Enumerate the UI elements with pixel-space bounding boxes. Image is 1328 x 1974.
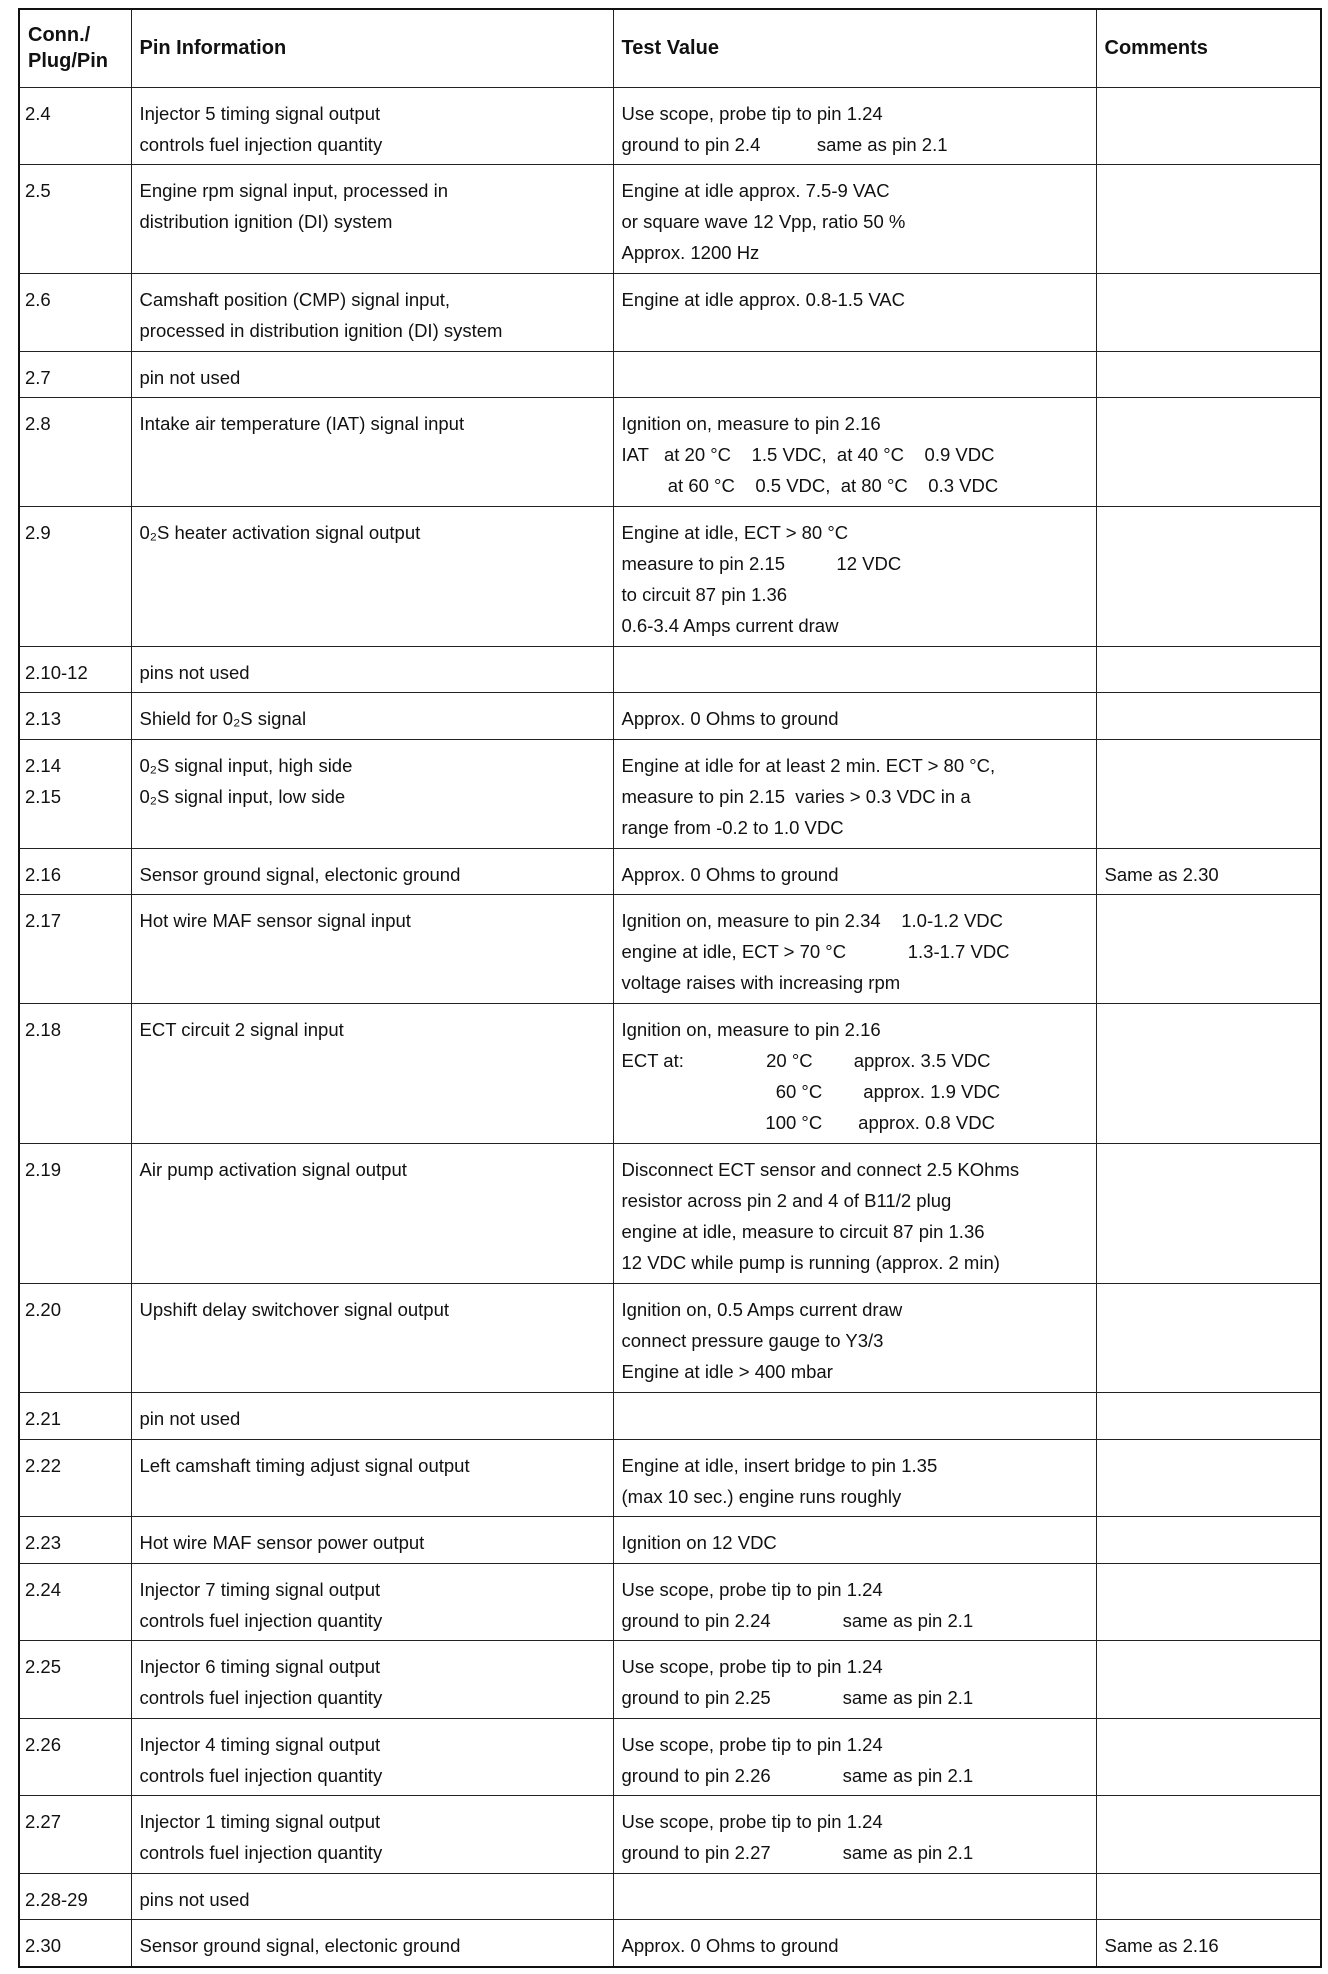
test-value-cell (613, 398, 1096, 507)
pin-line: 2.16 (25, 863, 62, 885)
test-value-line: engine at idle, measure to circuit 87 pin 1.36 (621, 1221, 985, 1243)
table-row (19, 1563, 1321, 1641)
pin-line: 2.28-29 (25, 1889, 88, 1910)
test-value-line: Approx. 0 Ohms to ground (621, 1935, 839, 1957)
pin-info-line: Injector 5 timing signal output (139, 102, 381, 124)
pin-cell (19, 1003, 131, 1143)
pin-line: 2.14 (25, 754, 62, 776)
pin-cell (19, 506, 131, 646)
comments-cell (1096, 351, 1321, 397)
table-row (19, 1796, 1321, 1874)
pin-info-line: Hot wire MAF sensor power output (139, 1532, 425, 1554)
table-row (19, 1393, 1321, 1439)
table-row (19, 693, 1321, 739)
test-value-line: Engine at idle, insert bridge to pin 1.35 (621, 1454, 938, 1476)
test-value-cell (613, 87, 1096, 165)
test-value-line: 12 VDC while pump is running (approx. 2 min) (621, 1252, 1000, 1274)
pin-cell (19, 165, 131, 274)
test-value-cell (613, 895, 1096, 1004)
pin-info-cell (131, 506, 613, 646)
test-value-line: Engine at idle > 400 mbar (621, 1361, 833, 1383)
pin-info-line: Injector 4 timing signal output (139, 1733, 381, 1755)
pin-info-cell (131, 351, 613, 397)
comments-cell: Same as 2.30 (1096, 848, 1321, 894)
test-value-line: Use scope, probe tip to pin 1.24 (621, 1733, 883, 1755)
test-value-line: 0.6-3.4 Amps current draw (621, 614, 839, 636)
table-row (19, 848, 1321, 894)
comments-cell (1096, 1284, 1321, 1393)
test-value-cell (613, 1144, 1096, 1284)
pin-line: 2.4 (25, 102, 51, 124)
pin-info-line: Hot wire MAF sensor signal input (139, 910, 411, 932)
pin-cell (19, 1393, 131, 1439)
table-row (19, 1003, 1321, 1143)
test-value-cell (613, 1796, 1096, 1874)
test-value-line: Ignition on, measure to pin 2.16 (621, 1018, 881, 1040)
pin-info-line: Shield for 0₂S signal (139, 708, 307, 730)
pin-cell (19, 351, 131, 397)
pin-line: 2.15 (25, 785, 62, 807)
pin-info-line: controls fuel injection quantity (139, 1609, 383, 1631)
pin-info-cell (131, 848, 613, 894)
comments-cell (1096, 1874, 1321, 1920)
pin-info-line: Injector 1 timing signal output (139, 1811, 381, 1833)
pin-info-cell (131, 165, 613, 274)
header-pin-information: Pin Information (131, 9, 613, 87)
table-row (19, 1641, 1321, 1719)
pin-info-cell (131, 1641, 613, 1719)
table-row (19, 1439, 1321, 1517)
comments-cell (1096, 1003, 1321, 1143)
header-row (19, 9, 1321, 87)
pin-cell (19, 647, 131, 693)
comments-cell (1096, 398, 1321, 507)
test-value-line: measure to pin 2.15 12 VDC (621, 552, 902, 574)
test-value-line: ground to pin 2.4 same as pin 2.1 (621, 133, 948, 155)
table-row (19, 506, 1321, 646)
pin-info-line: Upshift delay switchover signal output (139, 1299, 450, 1321)
test-value-cell (613, 693, 1096, 739)
test-value-line: connect pressure gauge to Y3/3 (621, 1330, 884, 1352)
pin-info-cell (131, 647, 613, 693)
comments-cell (1096, 895, 1321, 1004)
pin-line: 2.20 (25, 1299, 62, 1321)
test-value-line: resistor across pin 2 and 4 of B11/2 plug (621, 1190, 952, 1212)
comments-cell (1096, 1393, 1321, 1439)
pin-line: 2.24 (25, 1578, 62, 1600)
pin-info-line: 0₂S signal input, high side (139, 754, 353, 776)
pin-info-line: pin not used (139, 366, 241, 388)
test-value-line: ECT at: 20 °C approx. 3.5 VDC (621, 1049, 991, 1071)
pin-line: 2.18 (25, 1018, 62, 1040)
pin-test-table (18, 8, 1322, 1968)
test-value-line: 60 °C approx. 1.9 VDC (621, 1080, 1001, 1102)
pin-cell (19, 1439, 131, 1517)
comments-cell: Same as 2.16 (1096, 1920, 1321, 1967)
test-value-line: engine at idle, ECT > 70 °C 1.3-1.7 VDC (621, 941, 1010, 963)
header-test-value: Test Value (613, 9, 1096, 87)
test-value-line: ground to pin 2.24 same as pin 2.1 (621, 1609, 974, 1631)
pin-info-line: controls fuel injection quantity (139, 1842, 383, 1864)
test-value-cell (613, 647, 1096, 693)
test-value-cell (613, 739, 1096, 848)
pin-info-line: controls fuel injection quantity (139, 133, 383, 155)
pin-line: 2.7 (25, 366, 51, 388)
comments-cell (1096, 1517, 1321, 1563)
table-row (19, 1517, 1321, 1563)
test-value-line: Approx. 0 Ohms to ground (621, 708, 839, 730)
comments-cell (1096, 274, 1321, 352)
test-value-cell (613, 1393, 1096, 1439)
test-value-line: voltage raises with increasing rpm (621, 972, 901, 994)
pin-line: 2.23 (25, 1532, 62, 1554)
pin-cell (19, 1920, 131, 1967)
pin-info-cell (131, 1920, 613, 1967)
table-row (19, 1874, 1321, 1920)
pin-info-line: Injector 7 timing signal output (139, 1578, 381, 1600)
pin-cell (19, 848, 131, 894)
table-row (19, 1144, 1321, 1284)
test-value-line: Use scope, probe tip to pin 1.24 (621, 1656, 883, 1678)
pin-line: 2.27 (25, 1811, 62, 1833)
pin-cell (19, 895, 131, 1004)
test-value-cell (613, 165, 1096, 274)
pin-cell (19, 1874, 131, 1920)
pin-cell (19, 1517, 131, 1563)
test-value-line: IAT at 20 °C 1.5 VDC, at 40 °C 0.9 VDC (621, 444, 995, 466)
test-value-line: or square wave 12 Vpp, ratio 50 % (621, 211, 906, 233)
comments-cell (1096, 647, 1321, 693)
pin-cell (19, 87, 131, 165)
comments-cell (1096, 1563, 1321, 1641)
comments-cell (1096, 1144, 1321, 1284)
pin-info-cell (131, 87, 613, 165)
test-value-cell (613, 1920, 1096, 1967)
pin-info-cell (131, 1144, 613, 1284)
pin-info-cell (131, 1796, 613, 1874)
pin-cell (19, 739, 131, 848)
test-value-line: ground to pin 2.26 same as pin 2.1 (621, 1764, 974, 1786)
pin-info-cell (131, 1284, 613, 1393)
test-value-cell (613, 351, 1096, 397)
test-value-cell (613, 1641, 1096, 1719)
pin-info-cell (131, 1517, 613, 1563)
test-value-line: Engine at idle, ECT > 80 °C (621, 521, 849, 543)
table-body (19, 87, 1321, 1967)
pin-info-line: pins not used (139, 1889, 250, 1910)
pin-info-cell (131, 739, 613, 848)
table-row (19, 739, 1321, 848)
pin-cell (19, 1144, 131, 1284)
table-row (19, 351, 1321, 397)
test-value-line: (max 10 sec.) engine runs roughly (621, 1485, 902, 1507)
pin-info-cell (131, 274, 613, 352)
test-value-line: Use scope, probe tip to pin 1.24 (621, 1811, 883, 1833)
pin-cell (19, 1284, 131, 1393)
pin-info-line: pins not used (139, 662, 250, 684)
comments-cell (1096, 693, 1321, 739)
pin-info-line: controls fuel injection quantity (139, 1687, 383, 1709)
test-value-line: Ignition on, measure to pin 2.34 1.0-1.2 VDC (621, 910, 1004, 932)
test-value-line: measure to pin 2.15 varies > 0.3 VDC in a (621, 785, 971, 807)
pin-info-cell (131, 1003, 613, 1143)
pin-line: 2.8 (25, 413, 51, 435)
pin-cell (19, 1641, 131, 1719)
test-value-cell (613, 1439, 1096, 1517)
table-row (19, 1920, 1321, 1967)
comments-cell (1096, 506, 1321, 646)
test-value-cell (613, 274, 1096, 352)
pin-info-line: 0₂S signal input, low side (139, 785, 346, 807)
pin-info-cell (131, 1439, 613, 1517)
pin-info-cell (131, 1874, 613, 1920)
pin-line: 2.13 (25, 708, 62, 730)
pin-test-document (18, 8, 1320, 1968)
test-value-cell (613, 1003, 1096, 1143)
test-value-cell (613, 1874, 1096, 1920)
table-row (19, 1284, 1321, 1393)
pin-info-cell (131, 398, 613, 507)
test-value-line: Ignition on 12 VDC (621, 1532, 777, 1554)
test-value-line: Use scope, probe tip to pin 1.24 (621, 1578, 883, 1600)
pin-cell (19, 274, 131, 352)
test-value-line: to circuit 87 pin 1.36 (621, 583, 788, 605)
pin-info-line: Air pump activation signal output (139, 1159, 407, 1181)
table-row (19, 1718, 1321, 1796)
pin-line: 2.19 (25, 1159, 62, 1181)
test-value-line: Engine at idle approx. 7.5-9 VAC (621, 180, 890, 202)
pin-info-cell (131, 1718, 613, 1796)
test-value-line: ground to pin 2.27 same as pin 2.1 (621, 1842, 974, 1864)
comments-cell (1096, 1718, 1321, 1796)
test-value-cell (613, 1517, 1096, 1563)
table-row (19, 398, 1321, 507)
pin-info-line: Engine rpm signal input, processed in (139, 180, 449, 202)
test-value-line: Approx. 0 Ohms to ground (621, 863, 839, 885)
comments-cell (1096, 87, 1321, 165)
test-value-line: Ignition on, measure to pin 2.16 (621, 413, 881, 435)
pin-info-cell (131, 895, 613, 1004)
pin-cell (19, 693, 131, 739)
table-row (19, 87, 1321, 165)
test-value-cell (613, 848, 1096, 894)
test-value-line: 100 °C approx. 0.8 VDC (621, 1111, 995, 1133)
test-value-line: Disconnect ECT sensor and connect 2.5 KOhms (621, 1159, 1020, 1181)
pin-info-line: processed in distribution ignition (DI) system (139, 320, 503, 342)
table-row (19, 274, 1321, 352)
header-comments: Comments (1096, 9, 1321, 87)
test-value-line: ground to pin 2.25 same as pin 2.1 (621, 1687, 974, 1709)
pin-line: 2.25 (25, 1656, 62, 1678)
test-value-line: range from -0.2 to 1.0 VDC (621, 816, 844, 838)
header-conn-line2: Plug/Pin (28, 50, 108, 73)
pin-info-cell (131, 1393, 613, 1439)
pin-info-line: distribution ignition (DI) system (139, 211, 393, 233)
test-value-line: Ignition on, 0.5 Amps current draw (621, 1299, 903, 1321)
comments-cell (1096, 739, 1321, 848)
test-value-line: at 60 °C 0.5 VDC, at 80 °C 0.3 VDC (621, 475, 999, 497)
pin-line: 2.26 (25, 1733, 62, 1755)
pin-info-line: Intake air temperature (IAT) signal input (139, 413, 465, 435)
pin-line: 2.5 (25, 180, 51, 202)
test-value-cell (613, 1284, 1096, 1393)
table-row (19, 647, 1321, 693)
pin-info-line: ECT circuit 2 signal input (139, 1018, 344, 1040)
pin-cell (19, 1718, 131, 1796)
pin-info-line: controls fuel injection quantity (139, 1764, 383, 1786)
pin-info-line: Camshaft position (CMP) signal input, (139, 289, 451, 311)
test-value-cell (613, 1563, 1096, 1641)
comments-cell (1096, 1641, 1321, 1719)
pin-info-cell (131, 693, 613, 739)
comments-cell (1096, 1439, 1321, 1517)
pin-line: 2.10-12 (25, 662, 88, 684)
test-value-cell (613, 1718, 1096, 1796)
pin-info-line: Sensor ground signal, electonic ground (139, 863, 461, 885)
test-value-line: Engine at idle for at least 2 min. ECT > 80 °C, (621, 754, 996, 776)
pin-info-line: 0₂S heater activation signal output (139, 521, 421, 543)
pin-line: 2.21 (25, 1408, 62, 1430)
comments-cell (1096, 1796, 1321, 1874)
test-value-line: Use scope, probe tip to pin 1.24 (621, 102, 883, 124)
test-value-line: Engine at idle approx. 0.8-1.5 VAC (621, 289, 905, 311)
comments-cell (1096, 165, 1321, 274)
pin-line: 2.9 (25, 521, 51, 543)
pin-info-line: pin not used (139, 1408, 241, 1430)
table-row (19, 895, 1321, 1004)
pin-info-line: Injector 6 timing signal output (139, 1656, 381, 1678)
table-row (19, 165, 1321, 274)
pin-line: 2.6 (25, 289, 51, 311)
header-conn-line1: Conn./ (28, 24, 91, 47)
pin-cell (19, 1563, 131, 1641)
pin-info-line: Left camshaft timing adjust signal output (139, 1454, 470, 1476)
header-conn-plug-pin (19, 9, 131, 87)
pin-cell (19, 398, 131, 507)
pin-cell (19, 1796, 131, 1874)
pin-info-cell (131, 1563, 613, 1641)
pin-line: 2.17 (25, 910, 62, 932)
pin-line: 2.22 (25, 1454, 62, 1476)
test-value-line: Approx. 1200 Hz (621, 242, 760, 264)
test-value-cell (613, 506, 1096, 646)
pin-info-line: Sensor ground signal, electonic ground (139, 1935, 461, 1957)
pin-line: 2.30 (25, 1935, 62, 1957)
